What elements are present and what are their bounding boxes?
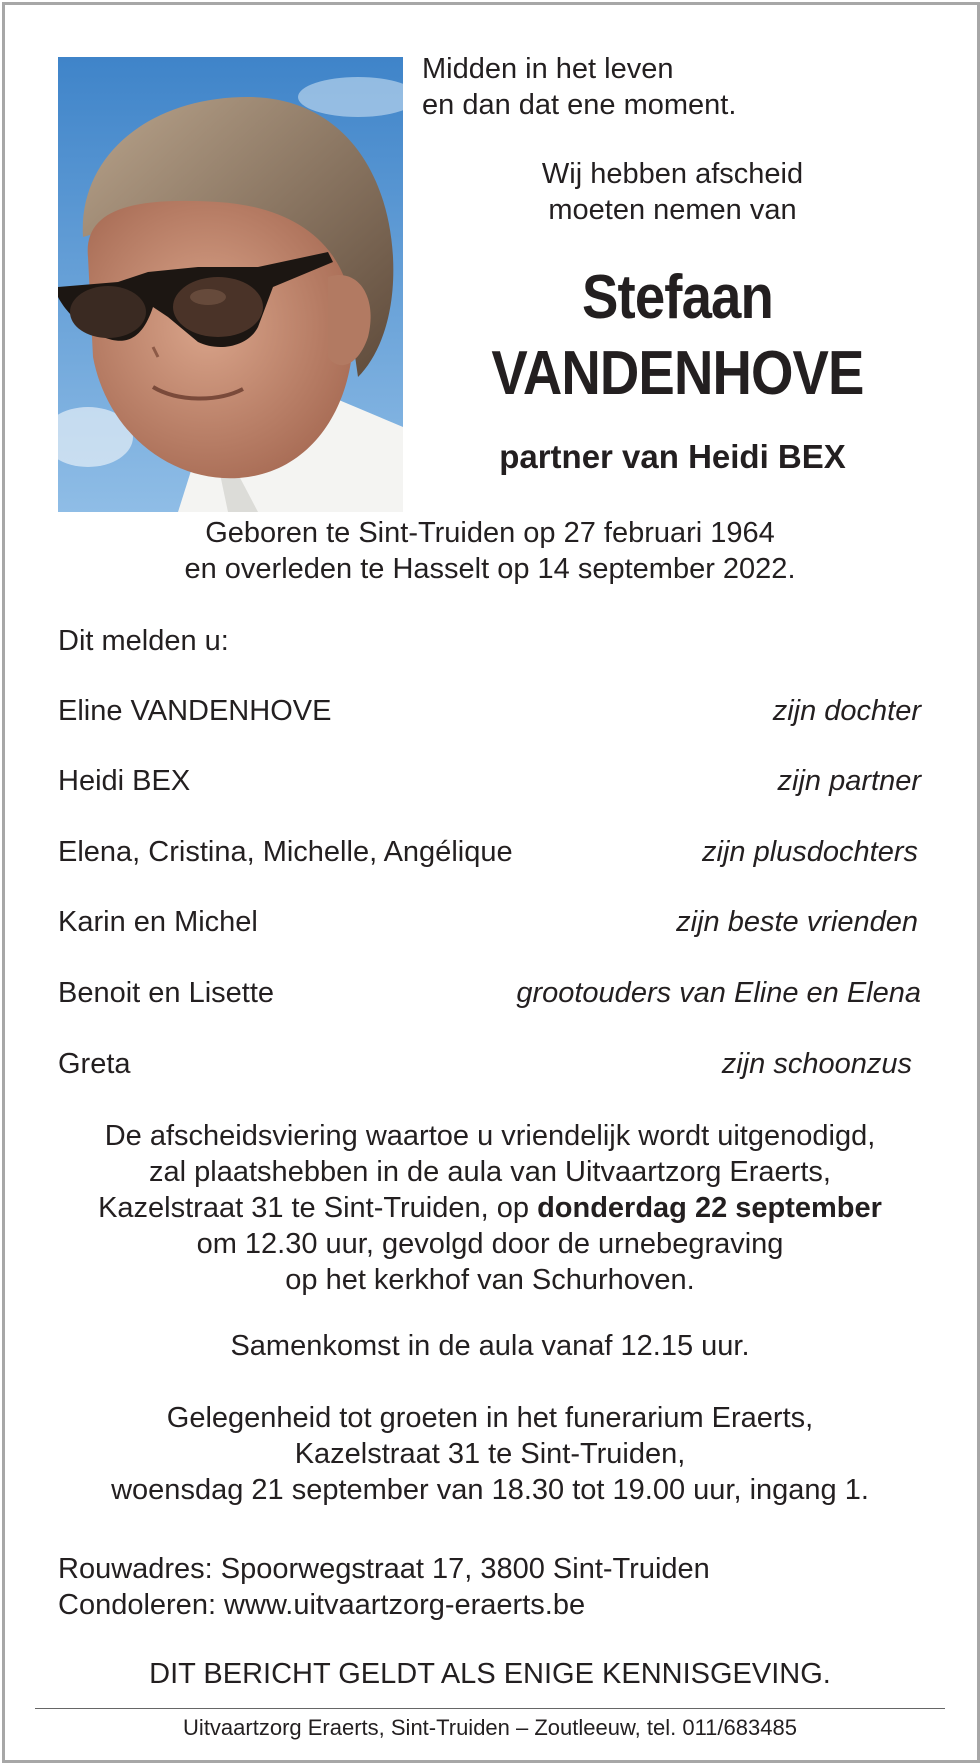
life-dates	[0, 515, 980, 587]
partner-line: partner van Heidi BEX	[499, 438, 846, 475]
mourner-relation: zijn partner	[777, 765, 921, 797]
contact-info	[58, 1551, 710, 1623]
mourner-relation: grootouders van Eline en Elena	[516, 977, 921, 1009]
ceremony-text	[0, 1118, 980, 1298]
footer-divider	[35, 1708, 945, 1709]
poem-line: en dan dat ene moment.	[422, 89, 737, 121]
mourner-name: Eline VANDENHOVE	[58, 695, 332, 727]
notice-text: DIT BERICHT GELDT ALS ENIGE KENNISGEVING.	[149, 1658, 831, 1690]
mourner-name: Karin en Michel	[58, 906, 258, 938]
ceremony-date: donderdag 22 september	[537, 1192, 882, 1224]
visitation-line: woensdag 21 september van 18.30 tot 19.00 uur, ingang 1.	[111, 1474, 869, 1506]
intro-text	[450, 156, 895, 228]
funeral-home-footer: Uitvaartzorg Eraerts, Sint-Truiden – Zoutleeuw, tel. 011/683485	[183, 1715, 797, 1740]
mourner-name: Greta	[58, 1048, 131, 1080]
announce-label: Dit melden u:	[58, 625, 229, 657]
intro-line: Wij hebben afscheid	[541, 158, 804, 190]
portrait-photo	[58, 57, 403, 512]
deceased-last-name: VANDENHOVE	[491, 339, 864, 408]
mourner-name: Benoit en Lisette	[58, 977, 275, 1009]
death-line: en overleden te Hasselt op 14 september 2022.	[184, 553, 796, 585]
ceremony-line: om 12.30 uur, gevolgd door de urnebegraving	[196, 1228, 784, 1260]
gathering-text: Samenkomst in de aula vanaf 12.15 uur.	[230, 1330, 750, 1362]
mourner-relation: zijn plusdochters	[702, 836, 918, 868]
mourner-relation: zijn schoonzus	[721, 1048, 912, 1080]
mourner-name: Heidi BEX	[58, 765, 191, 797]
mourner-relation: zijn dochter	[772, 695, 921, 727]
intro-line: moeten nemen van	[548, 194, 797, 226]
ceremony-address: Kazelstraat 31 te Sint-Truiden, op	[98, 1192, 538, 1224]
ceremony-line: De afscheidsviering waartoe u vriendelijk wordt uitgenodigd,	[104, 1120, 876, 1152]
ceremony-line	[0, 1190, 980, 1226]
deceased-first-name: Stefaan	[582, 263, 773, 332]
visitation-text	[0, 1400, 980, 1508]
ceremony-line: op het kerkhof van Schurhoven.	[285, 1264, 695, 1296]
poem	[422, 51, 736, 123]
visitation-line: Kazelstraat 31 te Sint-Truiden,	[294, 1438, 686, 1470]
mourner-relation: zijn beste vrienden	[676, 906, 918, 938]
birth-line: Geboren te Sint-Truiden op 27 februari 1964	[205, 517, 775, 549]
visitation-line: Gelegenheid tot groeten in het funerarium Eraerts,	[166, 1402, 814, 1434]
mourner-name: Elena, Cristina, Michelle, Angélique	[58, 836, 513, 868]
ceremony-line: zal plaatshebben in de aula van Uitvaartzorg Eraerts,	[149, 1156, 831, 1188]
condolence-website: Condoleren: www.uitvaartzorg-eraerts.be	[58, 1589, 586, 1621]
poem-line: Midden in het leven	[422, 53, 674, 85]
mourning-address: Rouwadres: Spoorwegstraat 17, 3800 Sint-Truiden	[58, 1553, 710, 1585]
